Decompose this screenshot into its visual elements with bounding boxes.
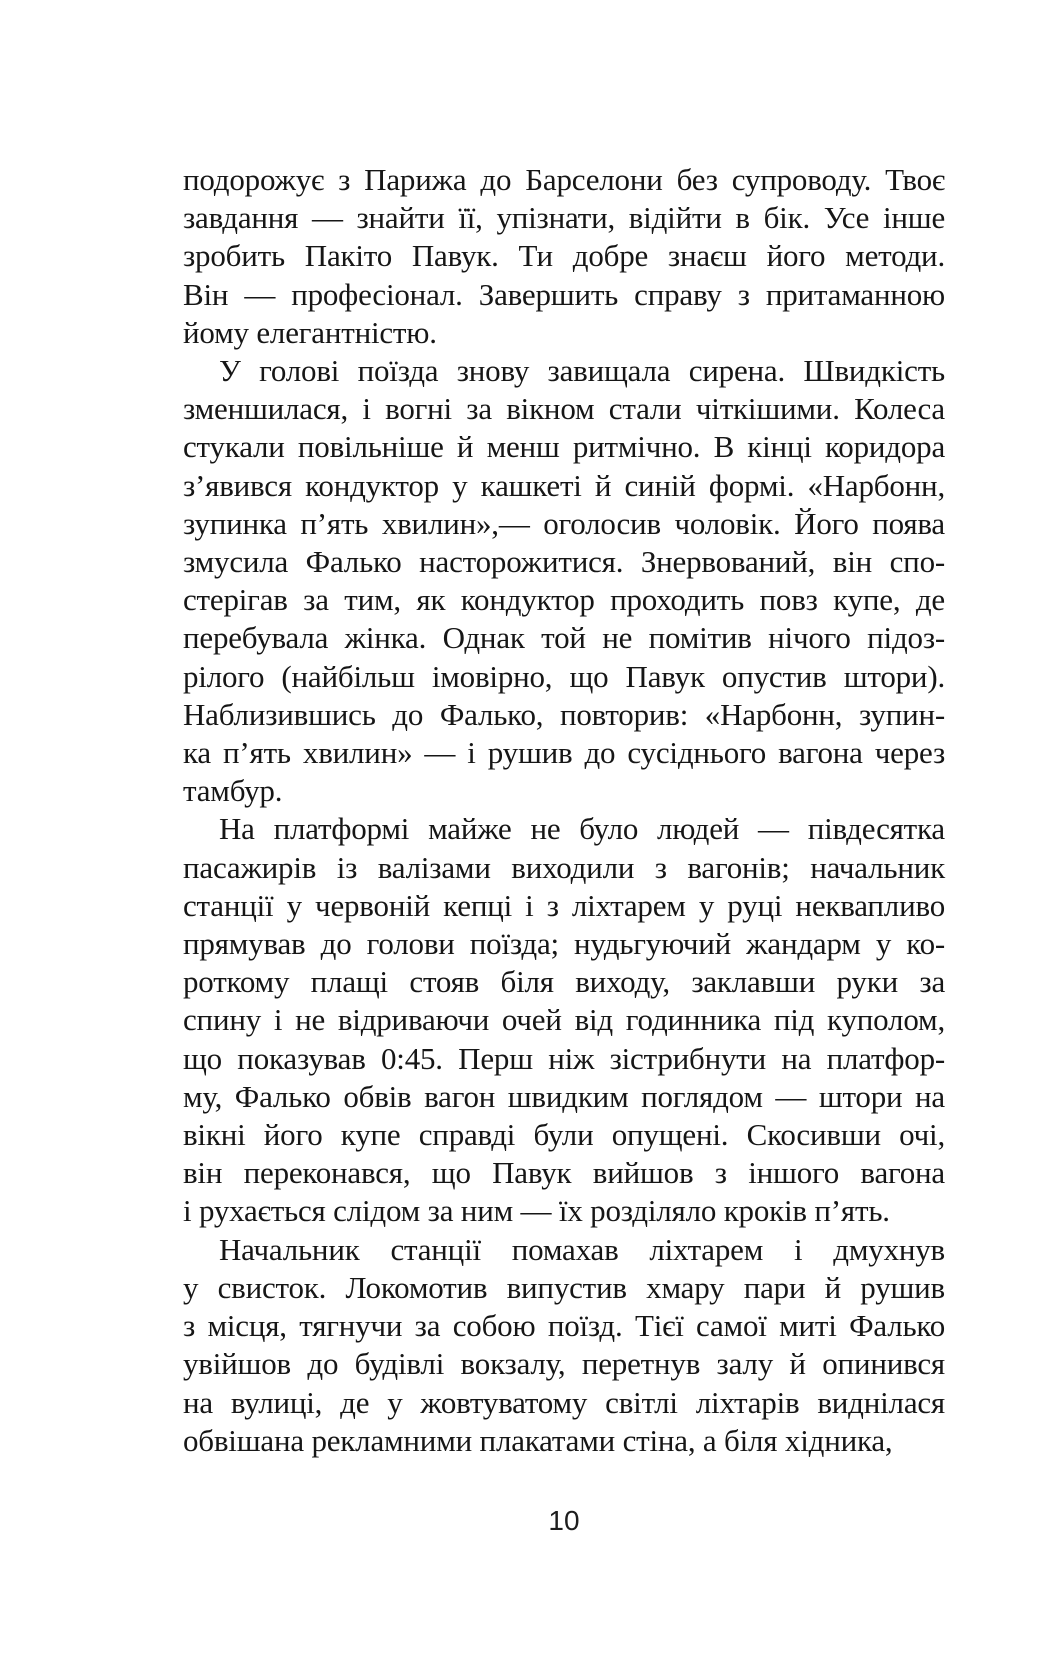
text-line: Він — професіонал. Завершить справу з притаманною <box>183 276 945 312</box>
text-line: пасажирів із валізами виходили з вагонів; начальник <box>183 849 945 885</box>
page-text-block <box>183 161 945 1460</box>
page-number: 10 <box>548 1505 580 1536</box>
text-line: вікні його купе справді були опущені. Скосивши очі, <box>183 1117 945 1153</box>
text-line: зменшилася, і вогні за вікном стали чіткішими. Колеса <box>183 391 945 427</box>
text-line: Наблизившись до Фалько, повторив: «Нарбонн, зупин- <box>183 696 945 732</box>
paragraph <box>183 1231 945 1460</box>
text-line: На платформі майже не було людей — півдесятка <box>219 811 945 847</box>
text-line: увійшов до будівлі вокзалу, перетнув залу й опинився <box>183 1346 945 1382</box>
text-line: прямував до голови поїзда; нудьгуючий жандарм у ко- <box>183 926 945 962</box>
text-line: з’явився кондуктор у кашкеті й синій формі. «Нарбонн, <box>183 467 945 503</box>
text-line: він переконався, що Павук вийшов з іншого вагона <box>183 1155 945 1191</box>
text-line: стерігав за тим, як кондуктор проходить повз купе, де <box>183 582 945 618</box>
text-line: ка п’ять хвилин» — і рушив до сусіднього вагона через <box>183 735 945 771</box>
text-line: роткому плащі стояв біля виходу, заклавши руки за <box>183 964 945 1000</box>
text-line: тамбур. <box>183 773 283 809</box>
text-line: у свисток. Локомотив випустив хмару пари й рушив <box>183 1269 945 1305</box>
text-line: Начальник станції помахав ліхтарем і дмухнув <box>219 1231 945 1267</box>
text-line: йому елегантністю. <box>183 314 437 350</box>
text-line: завдання — знайти її, упізнати, відійти в бік. Усе інше <box>183 200 945 236</box>
text-line: зупинка п’ять хвилин»,— оголосив чоловік. Його поява <box>183 505 945 541</box>
text-line: подорожує з Парижа до Барселони без супроводу. Твоє <box>183 162 945 197</box>
paragraph <box>183 810 945 1230</box>
text-line: му, Фалько обвів вагон швидким поглядом — штори на <box>183 1078 945 1114</box>
text-line: перебувала жінка. Однак той не помітив нічого підоз- <box>183 620 945 656</box>
text-line: на вулиці, де у жовтуватому світлі ліхтарів виднілася <box>183 1384 945 1420</box>
paragraph <box>183 161 945 352</box>
text-line: і рухається слідом за ним — їх розділяло кроків п’ять. <box>183 1193 890 1229</box>
paragraph <box>183 352 945 810</box>
text-line: рілого (найбільш імовірно, що Павук опустив штори). <box>183 658 945 694</box>
text-line: спину і не відриваючи очей від годинника під куполом, <box>183 1002 945 1038</box>
text-line: зробить Пакіто Павук. Ти добре знаєш його методи. <box>183 238 945 274</box>
text-line: станції у червоній кепці і з ліхтарем у руці неквапливо <box>183 887 945 923</box>
text-line: змусила Фалько насторожитися. Знервований, він спо- <box>183 544 945 580</box>
text-line: що показував 0:45. Перш ніж зістрибнути на платфор- <box>183 1040 945 1076</box>
text-line: обвішана рекламними плакатами стіна, а біля хідника, <box>183 1422 893 1458</box>
text-line: стукали повільніше й менш ритмічно. В кінці коридора <box>183 429 945 465</box>
text-line: з місця, тягнучи за собою поїзд. Тієї самої миті Фалько <box>183 1308 945 1344</box>
text-line: У голові поїзда знову завищала сирена. Швидкість <box>219 353 945 389</box>
